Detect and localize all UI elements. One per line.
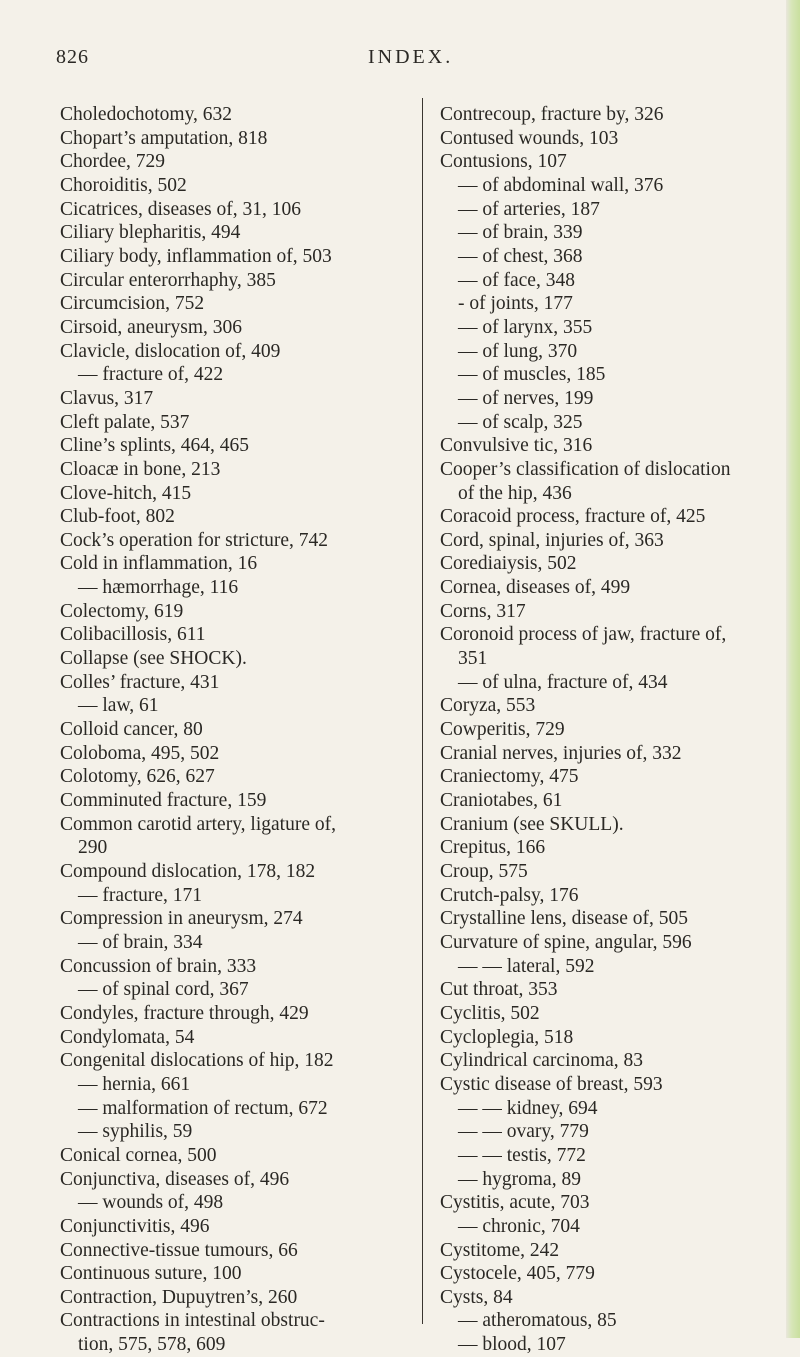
column-divider bbox=[422, 98, 423, 1324]
index-entry: — — lateral, 592 bbox=[458, 955, 595, 977]
index-entry: Coloboma, 495, 502 bbox=[60, 742, 220, 764]
index-entry: Coronoid process of jaw, fracture of, bbox=[440, 624, 727, 646]
index-entry: 351 bbox=[458, 648, 488, 670]
index-entry: Cylindrical carcinoma, 83 bbox=[440, 1050, 644, 1072]
index-entry: Condyles, fracture through, 429 bbox=[60, 1002, 309, 1024]
index-entry: Chopart’s amputation, 818 bbox=[60, 127, 268, 149]
index-entry: Continuous suture, 100 bbox=[60, 1263, 242, 1285]
index-entry: Cornea, diseases of, 499 bbox=[440, 577, 631, 599]
index-entry: — fracture of, 422 bbox=[78, 364, 224, 386]
index-entry: Circular enterorrhaphy, 385 bbox=[60, 269, 276, 291]
index-entry: Conjunctivitis, 496 bbox=[60, 1215, 210, 1237]
index-entry: Cock’s operation for stricture, 742 bbox=[60, 529, 329, 551]
index-entry: Colotomy, 626, 627 bbox=[60, 766, 215, 788]
index-entry: Connective-tissue tumours, 66 bbox=[60, 1239, 298, 1261]
index-entry: Cold in inflammation, 16 bbox=[60, 553, 258, 575]
index-entry: Compression in aneurysm, 274 bbox=[60, 908, 303, 930]
index-entry: Cut throat, 353 bbox=[440, 979, 558, 1001]
index-entry: Coracoid process, fracture of, 425 bbox=[440, 506, 706, 528]
index-entry: Curvature of spine, angular, 596 bbox=[440, 931, 692, 953]
index-entry: Condylomata, 54 bbox=[60, 1026, 195, 1048]
index-entry: — — ovary, 779 bbox=[458, 1121, 589, 1143]
index-entry: — blood, 107 bbox=[458, 1334, 566, 1356]
index-entry: — of ulna, fracture of, 434 bbox=[458, 671, 668, 693]
page-number: 826 bbox=[56, 46, 89, 68]
index-entry: Club-foot, 802 bbox=[60, 506, 175, 528]
index-entry: Colibacillosis, 611 bbox=[60, 624, 206, 646]
page-title: INDEX. bbox=[368, 46, 454, 68]
index-entry: Cysts, 84 bbox=[440, 1286, 513, 1308]
index-entry: Clavus, 317 bbox=[60, 387, 154, 409]
index-entry: — of muscles, 185 bbox=[458, 364, 606, 386]
index-entry: Choledochotomy, 632 bbox=[60, 104, 233, 125]
index-column-left bbox=[60, 103, 408, 1357]
index-entry: Crystalline lens, disease of, 505 bbox=[440, 908, 689, 930]
index-entry: Concussion of brain, 333 bbox=[60, 955, 257, 977]
index-entry: 290 bbox=[78, 837, 108, 859]
index-entry: of the hip, 436 bbox=[458, 482, 572, 504]
index-entry: — of chest, 368 bbox=[458, 245, 583, 267]
index-entry: Colectomy, 619 bbox=[60, 600, 184, 622]
index-entry: — of spinal cord, 367 bbox=[78, 979, 249, 1001]
index-entry: Croup, 575 bbox=[440, 861, 528, 882]
index-entry: Colles’ fracture, 431 bbox=[60, 671, 220, 693]
index-entry: Coryza, 553 bbox=[440, 695, 536, 717]
index-entry: — of lung, 370 bbox=[458, 340, 578, 362]
index-entry: Cranium (see SKULL). bbox=[440, 813, 624, 835]
index-entry: Cyclitis, 502 bbox=[440, 1002, 540, 1024]
index-entry: Cystitis, acute, 703 bbox=[440, 1192, 590, 1214]
index-entry: — hernia, 661 bbox=[78, 1073, 191, 1095]
index-entry: Cleft palate, 537 bbox=[60, 411, 190, 433]
index-entry: Clove-hitch, 415 bbox=[60, 482, 192, 504]
index-entry: - of joints, 177 bbox=[458, 293, 573, 315]
index-entry: tion, 575, 578, 609 bbox=[78, 1334, 226, 1356]
index-entry: — atheromatous, 85 bbox=[458, 1310, 617, 1332]
index-entry: Cystic disease of breast, 593 bbox=[440, 1073, 663, 1095]
index-entry: Conjunctiva, diseases of, 496 bbox=[60, 1168, 290, 1190]
index-entry: Craniectomy, 475 bbox=[440, 766, 579, 788]
index-entry: Corediaiysis, 502 bbox=[440, 553, 577, 575]
index-entry: — of scalp, 325 bbox=[458, 411, 583, 433]
index-entry: — of abdominal wall, 376 bbox=[458, 174, 664, 196]
index-entry: — of arteries, 187 bbox=[458, 198, 600, 220]
index-entry: Cranial nerves, injuries of, 332 bbox=[440, 742, 682, 764]
index-entry: Ciliary blepharitis, 494 bbox=[60, 222, 241, 244]
index-entry: Compound dislocation, 178, 182 bbox=[60, 861, 316, 882]
index-entry: Craniotabes, 61 bbox=[440, 790, 563, 812]
index-entry: Congenital dislocations of hip, 182 bbox=[60, 1050, 334, 1072]
index-entry: — law, 61 bbox=[78, 695, 159, 717]
index-entry: — of brain, 339 bbox=[458, 222, 583, 244]
index-entry: — of nerves, 199 bbox=[458, 387, 594, 409]
index-entry: Convulsive tic, 316 bbox=[440, 435, 593, 457]
index-entry: — of larynx, 355 bbox=[458, 316, 593, 338]
index-entry: Ciliary body, inflammation of, 503 bbox=[60, 245, 332, 267]
index-entry: Cycloplegia, 518 bbox=[440, 1026, 574, 1048]
index-entry: Cicatrices, diseases of, 31, 106 bbox=[60, 198, 301, 220]
index-entry: Contraction, Dupuytren’s, 260 bbox=[60, 1286, 298, 1308]
index-entry: Common carotid artery, ligature of, bbox=[60, 813, 336, 835]
index-entry: — chronic, 704 bbox=[458, 1215, 580, 1237]
index-entry: Collapse (see SHOCK). bbox=[60, 648, 247, 670]
index-entry: Cloacæ in bone, 213 bbox=[60, 458, 221, 480]
index-entry: — of face, 348 bbox=[458, 269, 575, 291]
index-entry: — hæmorrhage, 116 bbox=[78, 577, 239, 599]
index-entry: Contractions in intestinal obstruc- bbox=[60, 1310, 325, 1332]
index-entry: Crepitus, 166 bbox=[440, 837, 546, 859]
index-entry: Colloid cancer, 80 bbox=[60, 719, 203, 741]
index-entry: Cord, spinal, injuries of, 363 bbox=[440, 529, 664, 551]
index-entry: Contusions, 107 bbox=[440, 151, 567, 173]
index-entry: Circumcision, 752 bbox=[60, 293, 205, 315]
index-entry: Chordee, 729 bbox=[60, 151, 166, 173]
index-entry: Choroiditis, 502 bbox=[60, 174, 187, 196]
index-entry: Cirsoid, aneurysm, 306 bbox=[60, 316, 242, 338]
index-entry: Corns, 317 bbox=[440, 600, 526, 622]
index-entry: Cooper’s classification of dislocation bbox=[440, 458, 731, 480]
index-entry: — malformation of rectum, 672 bbox=[78, 1097, 328, 1119]
index-column-right bbox=[440, 103, 790, 1357]
index-entry: Conical cornea, 500 bbox=[60, 1144, 217, 1166]
index-entry: Cystocele, 405, 779 bbox=[440, 1263, 595, 1285]
index-entry: Contused wounds, 103 bbox=[440, 127, 619, 149]
index-entry: Cystitome, 242 bbox=[440, 1239, 560, 1261]
index-entry: Crutch-palsy, 176 bbox=[440, 884, 579, 906]
index-entry: — wounds of, 498 bbox=[78, 1192, 224, 1214]
index-entry: — hygroma, 89 bbox=[458, 1168, 581, 1190]
index-entry: — fracture, 171 bbox=[78, 884, 202, 906]
index-entry: — — testis, 772 bbox=[458, 1144, 586, 1166]
index-entry: Cline’s splints, 464, 465 bbox=[60, 435, 250, 457]
index-entry: Comminuted fracture, 159 bbox=[60, 790, 267, 812]
index-entry: Clavicle, dislocation of, 409 bbox=[60, 340, 281, 362]
index-entry: — — kidney, 694 bbox=[458, 1097, 598, 1119]
page-edge bbox=[786, 0, 800, 1338]
index-entry: Cowperitis, 729 bbox=[440, 719, 565, 741]
index-entry: — syphilis, 59 bbox=[78, 1121, 193, 1143]
index-entry: — of brain, 334 bbox=[78, 931, 203, 953]
index-entry: Contrecoup, fracture by, 326 bbox=[440, 104, 664, 125]
